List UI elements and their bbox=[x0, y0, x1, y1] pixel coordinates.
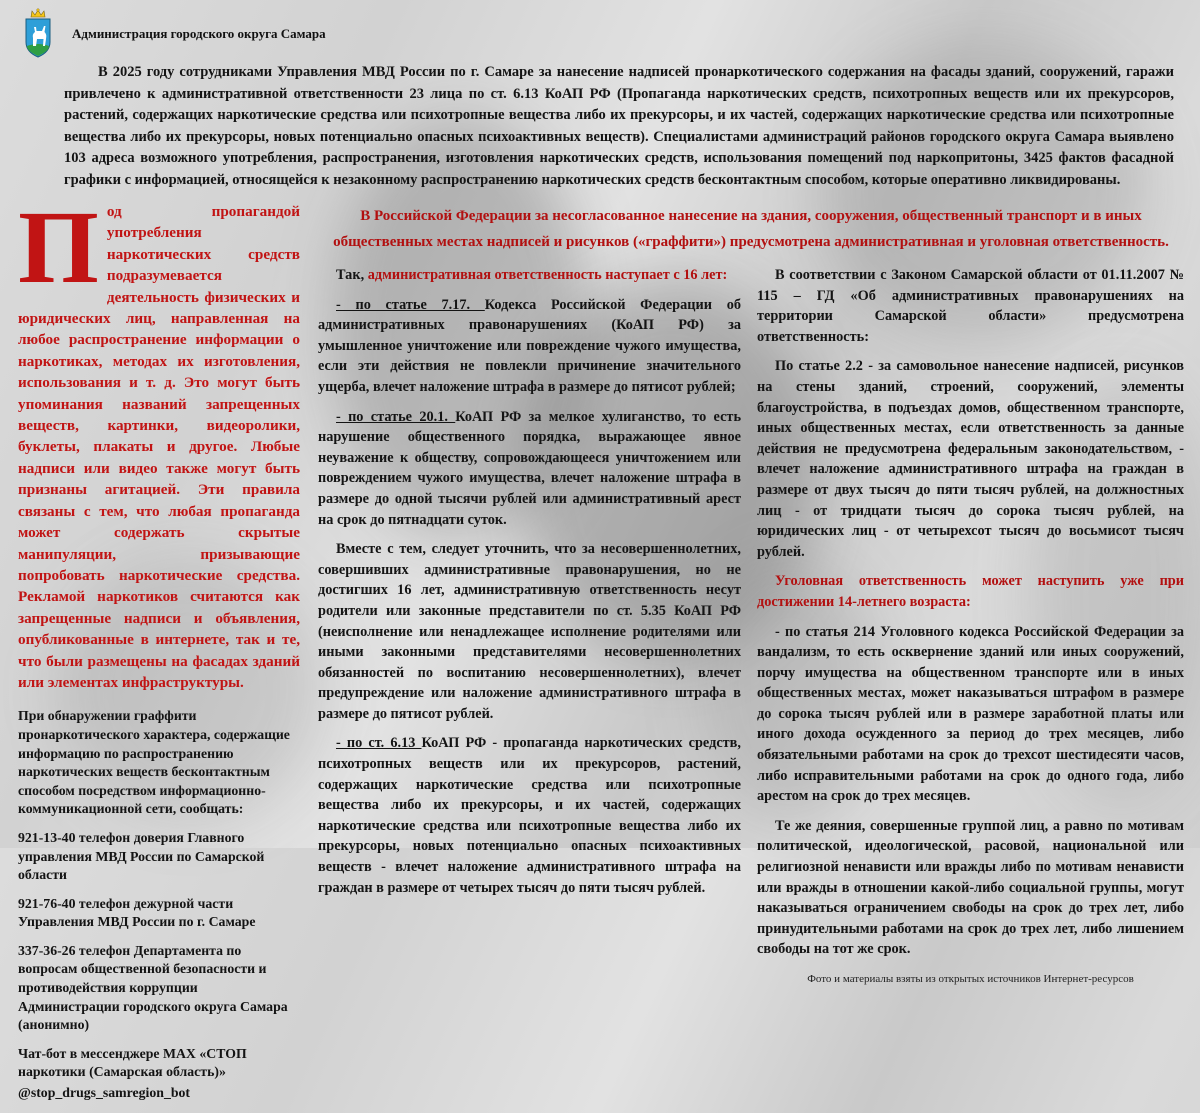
chatbot-handle: @stop_drugs_samregion_bot bbox=[18, 1085, 191, 1101]
samara-law-paragraph: В соответствии с Законом Самарской области от 01.11.2007 № 115 – ГД «Об административных правонарушениях на территории Самарской области» предусмотрена ответственность: bbox=[757, 267, 1184, 345]
admin-heading-prefix: Так, bbox=[336, 267, 368, 283]
article-6-13-ref: - по ст. 6.13 bbox=[336, 735, 422, 752]
article-7-17-paragraph bbox=[318, 295, 741, 398]
columns bbox=[18, 190, 1184, 1113]
header bbox=[18, 8, 1184, 60]
article-20-1-paragraph bbox=[318, 407, 741, 531]
article-7-17-ref: - по статье 7.17. bbox=[336, 296, 485, 313]
intro-paragraph: В 2025 году сотрудниками Управления МВД России по г. Самаре за нанесение надписей пронаркотического содержания на фасады зданий, сооружений, гаражи привлечено к административной ответственности 23 лица по ст. 6.13 КоАП РФ (Пропаганда наркотических средств, психотропных веществ или их прекурсоров, растений, содержащих наркотические средства или психотропные вещества либо их прекурсоры, и их частей, содержащих наркотические средства или психотропные вещества либо их прекурсоры, новых потенциально опасных психоактивных веществ). Специалистами администраций районов городского округа Самара выявлено 103 адреса возможного употребления, распространения, изготовления наркотических средств, использования помещений под наркопритоны, 3425 фактов фасадной графики с информацией, относящейся к незаконному распространению наркотических средств бесконтактным способом, которые оперативно ликвидированы. bbox=[64, 64, 1174, 188]
report-contacts-block bbox=[18, 707, 300, 1102]
sources-note: Фото и материалы взяты из открытых источников Интернет-ресурсов bbox=[807, 973, 1134, 985]
middle-column bbox=[318, 265, 741, 990]
article-6-13-text: КоАП РФ - пропаганда наркотических средств, психотропных веществ или их прекурсоров, растений, содержащих наркотические средства или психотропные вещества либо их прекурсоры, и их частей, содержащих наркотические средства или психотропные вещества либо их прекурсоры, новых потенциально опасных психоактивных веществ - влечет наложение административного штрафа на граждан в размере от четырех тысяч до пяти тысяч рублей. bbox=[318, 735, 741, 896]
group-acts-paragraph: Те же деяния, совершенные группой лиц, а равно по мотивам политической, идеологической, расовой, национальной или религиозной ненависти или вражды либо по мотивам ненависти или вражды в отношении какой-либо социальной группы, могут наказываться ограничением свободы на срок до трех лет, либо принудительными работами на срок до трех лет, либо лишением свободы на тот же срок. bbox=[757, 817, 1184, 958]
article-20-1-ref: - по статье 20.1. bbox=[336, 408, 456, 425]
article-20-1-text: КоАП РФ за мелкое хулиганство, то есть нарушение общественного порядка, выражающее явное неуважение к обществу, сопровождающееся уничтожением или повреждением чужого имущества, влечет наложение штрафа в размере до одной тысячи рублей или административный арест на срок до пятнадцати суток. bbox=[318, 408, 742, 528]
article-214-paragraph: - по статья 214 Уголовного кодекса Российской Федерации за вандализм, то есть осквернение зданий или иных сооружений, порчу имущества на общественном транспорте или в иных общественных местах, может наказываться штрафом в размере до сорока тысяч рублей или в размере заработной платы или иного дохода осужденного за период до трех месяцев, либо обязательными работами на срок до трехсот шестидесяти часов, либо исправительными работами на срок до одного года, либо арестом на срок до трех месяцев. bbox=[757, 623, 1184, 805]
article-2-2-paragraph: По статье 2.2 - за самовольное нанесение надписей, рисунков на стены зданий, строений, сооружений, элементы благоустройства, в подъездах домов, общественном транспорте, иных общественных местах, если ответственность за данные действия не предусмотрена федеральным законодательством, - влечет наложение административного штрафа на граждан в размере от двух тысяч до пяти тысяч рублей, на должностных лиц - от тридцати тысяч до сорока тысяч рублей, на юридических лиц - от четырехсот тысяч до восьмисот тысяч рублей. bbox=[757, 358, 1184, 560]
chatbot-info: Чат-бот в мессенджере МАХ «СТОП наркотики (Самарская область)» bbox=[18, 1045, 247, 1080]
admin-responsibility-heading bbox=[318, 265, 741, 286]
criminal-responsibility-heading: Уголовная ответственность может наступить уже при достижении 14-летнего возраста: bbox=[757, 573, 1184, 610]
article-7-17-text: Кодекса Российской Федерации об административных правонарушениях (КоАП РФ) за умышленное уничтожение или повреждение чужого имущества, если эти действия не повлекли причинение значительного ущерба, влечет наложение штрафа в размере до пятисот рублей; bbox=[318, 296, 741, 395]
phone-department-security: 337-36-26 телефон Департамента по вопросам общественной безопасности и противодействия коррупции Администрации городского округа Самара (анонимно) bbox=[18, 942, 288, 1033]
dropcap-letter: П bbox=[18, 190, 99, 305]
right-column bbox=[757, 265, 1184, 990]
main-right-area bbox=[318, 201, 1184, 1113]
samara-coat-of-arms-icon bbox=[18, 8, 58, 60]
report-intro-text: При обнаружении граффити пронаркотического характера, содержащие информацию по распространению наркотических веществ бесконтактным способом посредством информационно-коммуникационной сети, сообщать: bbox=[18, 708, 290, 817]
propaganda-definition-text bbox=[18, 190, 300, 693]
left-column bbox=[18, 190, 300, 1113]
phone-hotline-mvd-region: 921-13-40 телефон доверия Главного управления МВД России по Самарской области bbox=[18, 829, 265, 883]
phone-duty-mvd-samara: 921-76-40 телефон дежурной части Управления МВД России по г. Самаре bbox=[18, 895, 256, 930]
admin-heading-red: административная ответственность наступает с 16 лет: bbox=[367, 267, 728, 283]
organization-title: Администрация городского округа Самара bbox=[72, 26, 326, 41]
two-columns bbox=[318, 265, 1184, 990]
minors-parents-paragraph: Вместе с тем, следует уточнить, что за несовершеннолетних, совершивших административные правонарушения, но не достигших 16 лет, административную ответственность несут родители или законные представители по ст. 5.35 КоАП РФ (неисполнение или ненадлежащее исполнение родителями или иными законными представителями несовершеннолетних обязанностей по воспитанию несовершеннолетних), влечет предупреждение или наложение административного штрафа в размере до пятисот рублей. bbox=[318, 541, 741, 722]
propaganda-definition-body: од пропагандой употребления наркотических средств подразумевается деятельность физических и юридических лиц, направленная на любое распространение информации о наркотиках, методах их изготовления, использования и т. д. Это могут быть упоминания названий запрещенных веществ, картинки, видеоролики, буклеты, плакаты и другое. Любые надписи или видео также могут быть признаны агитацией. Эти правила связаны с тем, что любая пропаганда может содержать скрытые манипуляции, призывающие попробовать наркотические средства. Рекламой наркотиков считаются как запрещенные надписи и объявления, опубликованные в интернете, так и те, что были размещены на фасадах зданий или элементах инфраструктуры. bbox=[18, 203, 300, 691]
responsibility-banner: В Российской Федерации за несогласованное нанесение на здания, сооружения, общественный транспорт и в иных общественных местах надписей и рисунков («граффити») предусмотрена административная и уголовная ответственность. bbox=[333, 208, 1169, 250]
article-6-13-paragraph bbox=[318, 733, 741, 898]
